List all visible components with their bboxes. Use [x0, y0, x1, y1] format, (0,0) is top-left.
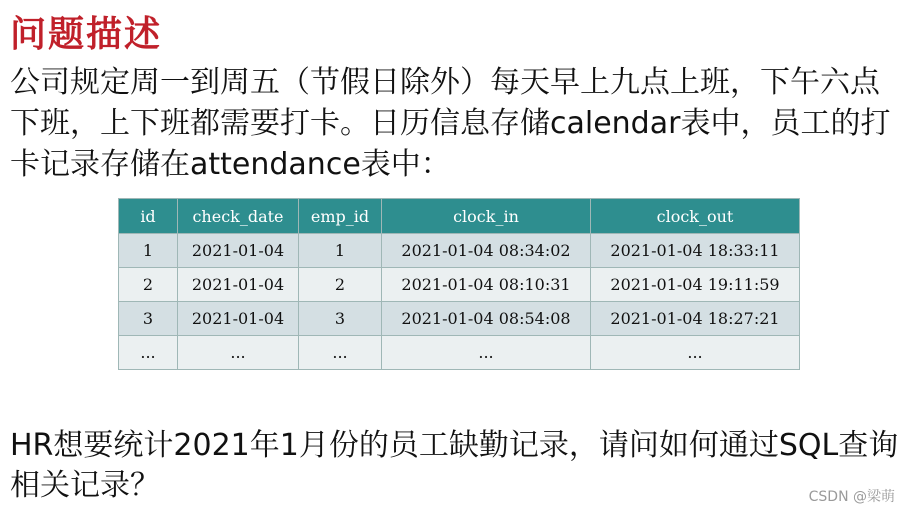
cell-check-date: 2021-01-04	[178, 234, 299, 268]
cell-id: 1	[119, 234, 178, 268]
table-row	[119, 336, 800, 370]
cell-clock-in: 2021-01-04 08:54:08	[382, 302, 591, 336]
cell-emp-id: 1	[299, 234, 382, 268]
watermark: CSDN @梁萌	[808, 489, 895, 505]
cell-check-date: 2021-01-04	[178, 268, 299, 302]
cell-clock-in: 2021-01-04 08:34:02	[382, 234, 591, 268]
cell-id: 2	[119, 268, 178, 302]
column-header-clock-in: clock_in	[382, 199, 591, 234]
table-header-row	[119, 199, 800, 234]
cell-clock-out: 2021-01-04 18:27:21	[591, 302, 800, 336]
column-header-check-date: check_date	[178, 199, 299, 234]
table-row	[119, 268, 800, 302]
column-header-emp-id: emp_id	[299, 199, 382, 234]
column-header-clock-out: clock_out	[591, 199, 800, 234]
column-header-id: id	[119, 199, 178, 234]
cell-clock-out: 2021-01-04 18:33:11	[591, 234, 800, 268]
table-row	[119, 234, 800, 268]
table-row	[119, 302, 800, 336]
cell-clock-out: 2021-01-04 19:11:59	[591, 268, 800, 302]
cell-id: 3	[119, 302, 178, 336]
cell-clock-in: ...	[382, 336, 591, 370]
cell-clock-out: ...	[591, 336, 800, 370]
problem-description: 公司规定周一到周五（节假日除外）每天早上九点上班，下午六点下班，上下班都需要打卡。日历信息存储calendar表中，员工的打卡记录存储在attendance表中：	[10, 65, 891, 182]
cell-emp-id: 3	[299, 302, 382, 336]
cell-check-date: ...	[178, 336, 299, 370]
attendance-table	[118, 198, 800, 370]
cell-id: ...	[119, 336, 178, 370]
section-title: 问题描述	[10, 13, 163, 55]
cell-emp-id: 2	[299, 268, 382, 302]
cell-check-date: 2021-01-04	[178, 302, 299, 336]
question-text: HR想要统计2021年1月份的员工缺勤记录，请问如何通过SQL查询相关记录？	[10, 428, 899, 503]
cell-emp-id: ...	[299, 336, 382, 370]
cell-clock-in: 2021-01-04 08:10:31	[382, 268, 591, 302]
